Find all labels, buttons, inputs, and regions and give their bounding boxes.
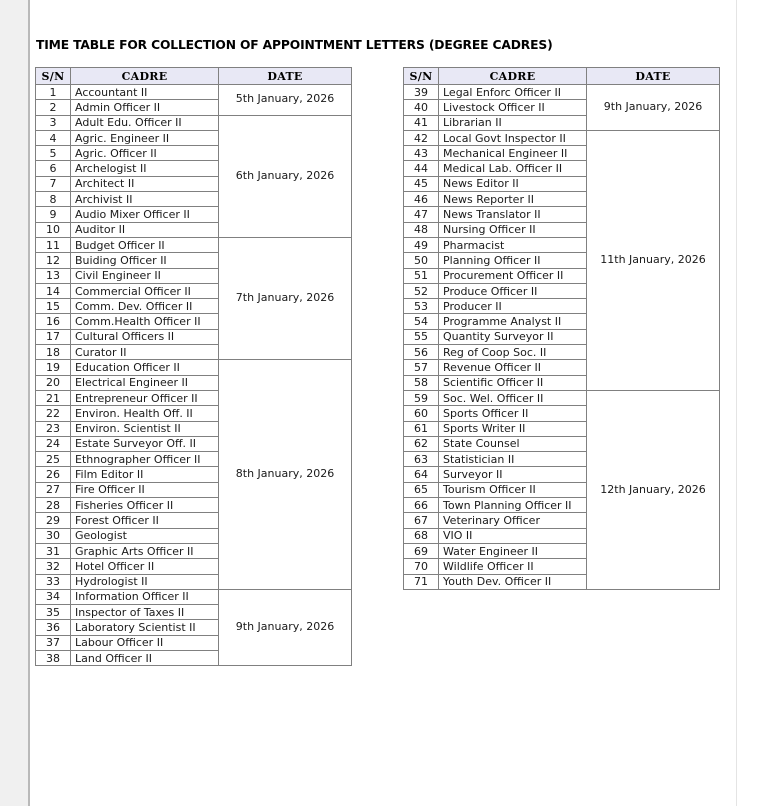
table-header-right [404,68,720,85]
cell-cadre: Librarian II [439,115,587,130]
cell-sn: 63 [404,452,439,467]
cell-cadre: Accountant II [71,85,219,100]
cell-date: 8th January, 2026 [219,360,352,589]
cell-sn: 28 [36,498,71,513]
column-header-date: DATE [587,68,720,85]
cell-sn: 24 [36,436,71,451]
cell-cadre: Pharmacist [439,237,587,252]
table-row [404,130,720,145]
cell-sn: 27 [36,482,71,497]
cell-cadre: Procurement Officer II [439,268,587,283]
cell-sn: 54 [404,314,439,329]
cell-sn: 5 [36,146,71,161]
cell-cadre: Film Editor II [71,467,219,482]
cell-cadre: Admin Officer II [71,100,219,115]
cell-sn: 59 [404,390,439,405]
cell-cadre: Budget Officer II [71,237,219,252]
cell-sn: 62 [404,436,439,451]
cell-cadre: Adult Edu. Officer II [71,115,219,130]
cell-sn: 4 [36,130,71,145]
cell-sn: 57 [404,360,439,375]
table-header-left [36,68,352,85]
cell-cadre: Programme Analyst II [439,314,587,329]
cell-date: 9th January, 2026 [587,85,720,131]
cell-cadre: Legal Enforc Officer II [439,85,587,100]
cell-cadre: Auditor II [71,222,219,237]
cadre-table-right [403,67,720,590]
cell-cadre: VIO II [439,528,587,543]
cell-sn: 66 [404,498,439,513]
cell-cadre: Entrepreneur Officer II [71,390,219,405]
header-row [404,68,720,85]
cell-date: 6th January, 2026 [219,115,352,237]
cell-sn: 3 [36,115,71,130]
cell-sn: 43 [404,146,439,161]
cell-sn: 25 [36,452,71,467]
cell-cadre: State Counsel [439,436,587,451]
cell-sn: 19 [36,360,71,375]
cell-cadre: Fire Officer II [71,482,219,497]
cell-sn: 13 [36,268,71,283]
cell-sn: 35 [36,605,71,620]
cell-sn: 10 [36,222,71,237]
cell-cadre: Comm. Dev. Officer II [71,299,219,314]
cell-sn: 58 [404,375,439,390]
cell-sn: 55 [404,329,439,344]
cell-cadre: Producer II [439,299,587,314]
cell-date: 5th January, 2026 [219,85,352,116]
cell-sn: 41 [404,115,439,130]
cell-sn: 52 [404,283,439,298]
cell-cadre: Water Engineer II [439,543,587,558]
cell-cadre: Quantity Surveyor II [439,329,587,344]
cell-cadre: Curator II [71,345,219,360]
cell-cadre: Statistician II [439,452,587,467]
cell-sn: 6 [36,161,71,176]
cell-cadre: Surveyor II [439,467,587,482]
cell-cadre: Mechanical Engineer II [439,146,587,161]
cadre-table-left [35,67,352,666]
cell-date: 12th January, 2026 [587,390,720,589]
cell-sn: 71 [404,574,439,589]
column-header-sn: S/N [36,68,71,85]
cell-cadre: Wildlife Officer II [439,559,587,574]
cell-cadre: Fisheries Officer II [71,498,219,513]
cell-cadre: Graphic Arts Officer II [71,543,219,558]
cell-cadre: Geologist [71,528,219,543]
cell-date: 9th January, 2026 [219,589,352,665]
cell-sn: 39 [404,85,439,100]
table-row [36,115,352,130]
cell-sn: 20 [36,375,71,390]
cell-sn: 40 [404,100,439,115]
cell-sn: 47 [404,207,439,222]
cell-cadre: Environ. Health Off. II [71,406,219,421]
table-row [36,589,352,604]
cell-cadre: Information Officer II [71,589,219,604]
cell-sn: 15 [36,299,71,314]
cell-sn: 2 [36,100,71,115]
table-body-right [404,85,720,590]
cell-sn: 69 [404,543,439,558]
page-right-rule [736,0,737,806]
cell-sn: 60 [404,406,439,421]
cell-cadre: Electrical Engineer II [71,375,219,390]
column-header-sn: S/N [404,68,439,85]
cell-sn: 49 [404,237,439,252]
cell-sn: 56 [404,345,439,360]
table-row [404,390,720,405]
cell-sn: 65 [404,482,439,497]
cell-sn: 31 [36,543,71,558]
cell-cadre: Laboratory Scientist II [71,620,219,635]
cell-sn: 21 [36,390,71,405]
cell-sn: 34 [36,589,71,604]
table-row [36,237,352,252]
cell-sn: 38 [36,650,71,665]
cell-cadre: Archelogist II [71,161,219,176]
cell-cadre: Sports Writer II [439,421,587,436]
cell-cadre: Produce Officer II [439,283,587,298]
header-row [36,68,352,85]
cell-sn: 22 [36,406,71,421]
cell-cadre: Education Officer II [71,360,219,375]
cell-sn: 44 [404,161,439,176]
cell-sn: 11 [36,237,71,252]
cell-cadre: Scientific Officer II [439,375,587,390]
cell-sn: 14 [36,283,71,298]
cell-sn: 9 [36,207,71,222]
cell-sn: 37 [36,635,71,650]
cell-sn: 16 [36,314,71,329]
table-row [36,85,352,100]
cell-cadre: Cultural Officers II [71,329,219,344]
cell-cadre: News Reporter II [439,192,587,207]
cell-cadre: Environ. Scientist II [71,421,219,436]
cell-sn: 68 [404,528,439,543]
cell-cadre: Livestock Officer II [439,100,587,115]
cell-cadre: Architect II [71,176,219,191]
cell-cadre: Audio Mixer Officer II [71,207,219,222]
cell-cadre: Soc. Wel. Officer II [439,390,587,405]
document-page [30,0,736,806]
cell-cadre: Medical Lab. Officer II [439,161,587,176]
cell-cadre: Civil Engineer II [71,268,219,283]
cell-sn: 46 [404,192,439,207]
cell-date: 11th January, 2026 [587,130,720,390]
cell-cadre: Land Officer II [71,650,219,665]
cell-sn: 51 [404,268,439,283]
cell-sn: 30 [36,528,71,543]
cell-sn: 64 [404,467,439,482]
cell-cadre: Nursing Officer II [439,222,587,237]
cell-sn: 45 [404,176,439,191]
cell-sn: 7 [36,176,71,191]
column-header-date: DATE [219,68,352,85]
cell-date: 7th January, 2026 [219,237,352,359]
cell-sn: 1 [36,85,71,100]
cell-cadre: News Translator II [439,207,587,222]
cell-sn: 53 [404,299,439,314]
cell-cadre: Agric. Officer II [71,146,219,161]
cell-cadre: Sports Officer II [439,406,587,421]
cell-cadre: Labour Officer II [71,635,219,650]
cell-sn: 18 [36,345,71,360]
cell-sn: 12 [36,253,71,268]
cell-cadre: Hotel Officer II [71,559,219,574]
cell-cadre: News Editor II [439,176,587,191]
page-title: TIME TABLE FOR COLLECTION OF APPOINTMENT LETTERS (DEGREE CADRES) [36,38,553,52]
cell-cadre: Town Planning Officer II [439,498,587,513]
cell-cadre: Inspector of Taxes II [71,605,219,620]
cell-cadre: Veterinary Officer [439,513,587,528]
cell-sn: 48 [404,222,439,237]
cell-sn: 61 [404,421,439,436]
cell-cadre: Revenue Officer II [439,360,587,375]
cell-cadre: Reg of Coop Soc. II [439,345,587,360]
table-body-left [36,85,352,666]
cell-sn: 33 [36,574,71,589]
cell-sn: 26 [36,467,71,482]
cell-sn: 67 [404,513,439,528]
cell-cadre: Buiding Officer II [71,253,219,268]
cell-cadre: Local Govt Inspector II [439,130,587,145]
cell-cadre: Archivist II [71,192,219,207]
cell-cadre: Youth Dev. Officer II [439,574,587,589]
column-header-cadre: CADRE [439,68,587,85]
cell-sn: 32 [36,559,71,574]
cell-sn: 70 [404,559,439,574]
cell-sn: 42 [404,130,439,145]
page-gutter [0,0,28,806]
cell-cadre: Ethnographer Officer II [71,452,219,467]
cell-sn: 36 [36,620,71,635]
cell-sn: 50 [404,253,439,268]
cell-sn: 23 [36,421,71,436]
cell-sn: 8 [36,192,71,207]
table-row [404,85,720,100]
cell-sn: 29 [36,513,71,528]
cell-cadre: Planning Officer II [439,253,587,268]
cell-cadre: Hydrologist II [71,574,219,589]
cell-cadre: Estate Surveyor Off. II [71,436,219,451]
cell-cadre: Tourism Officer II [439,482,587,497]
column-header-cadre: CADRE [71,68,219,85]
cell-cadre: Forest Officer II [71,513,219,528]
cell-cadre: Commercial Officer II [71,283,219,298]
cell-cadre: Comm.Health Officer II [71,314,219,329]
table-row [36,360,352,375]
cell-cadre: Agric. Engineer II [71,130,219,145]
cell-sn: 17 [36,329,71,344]
